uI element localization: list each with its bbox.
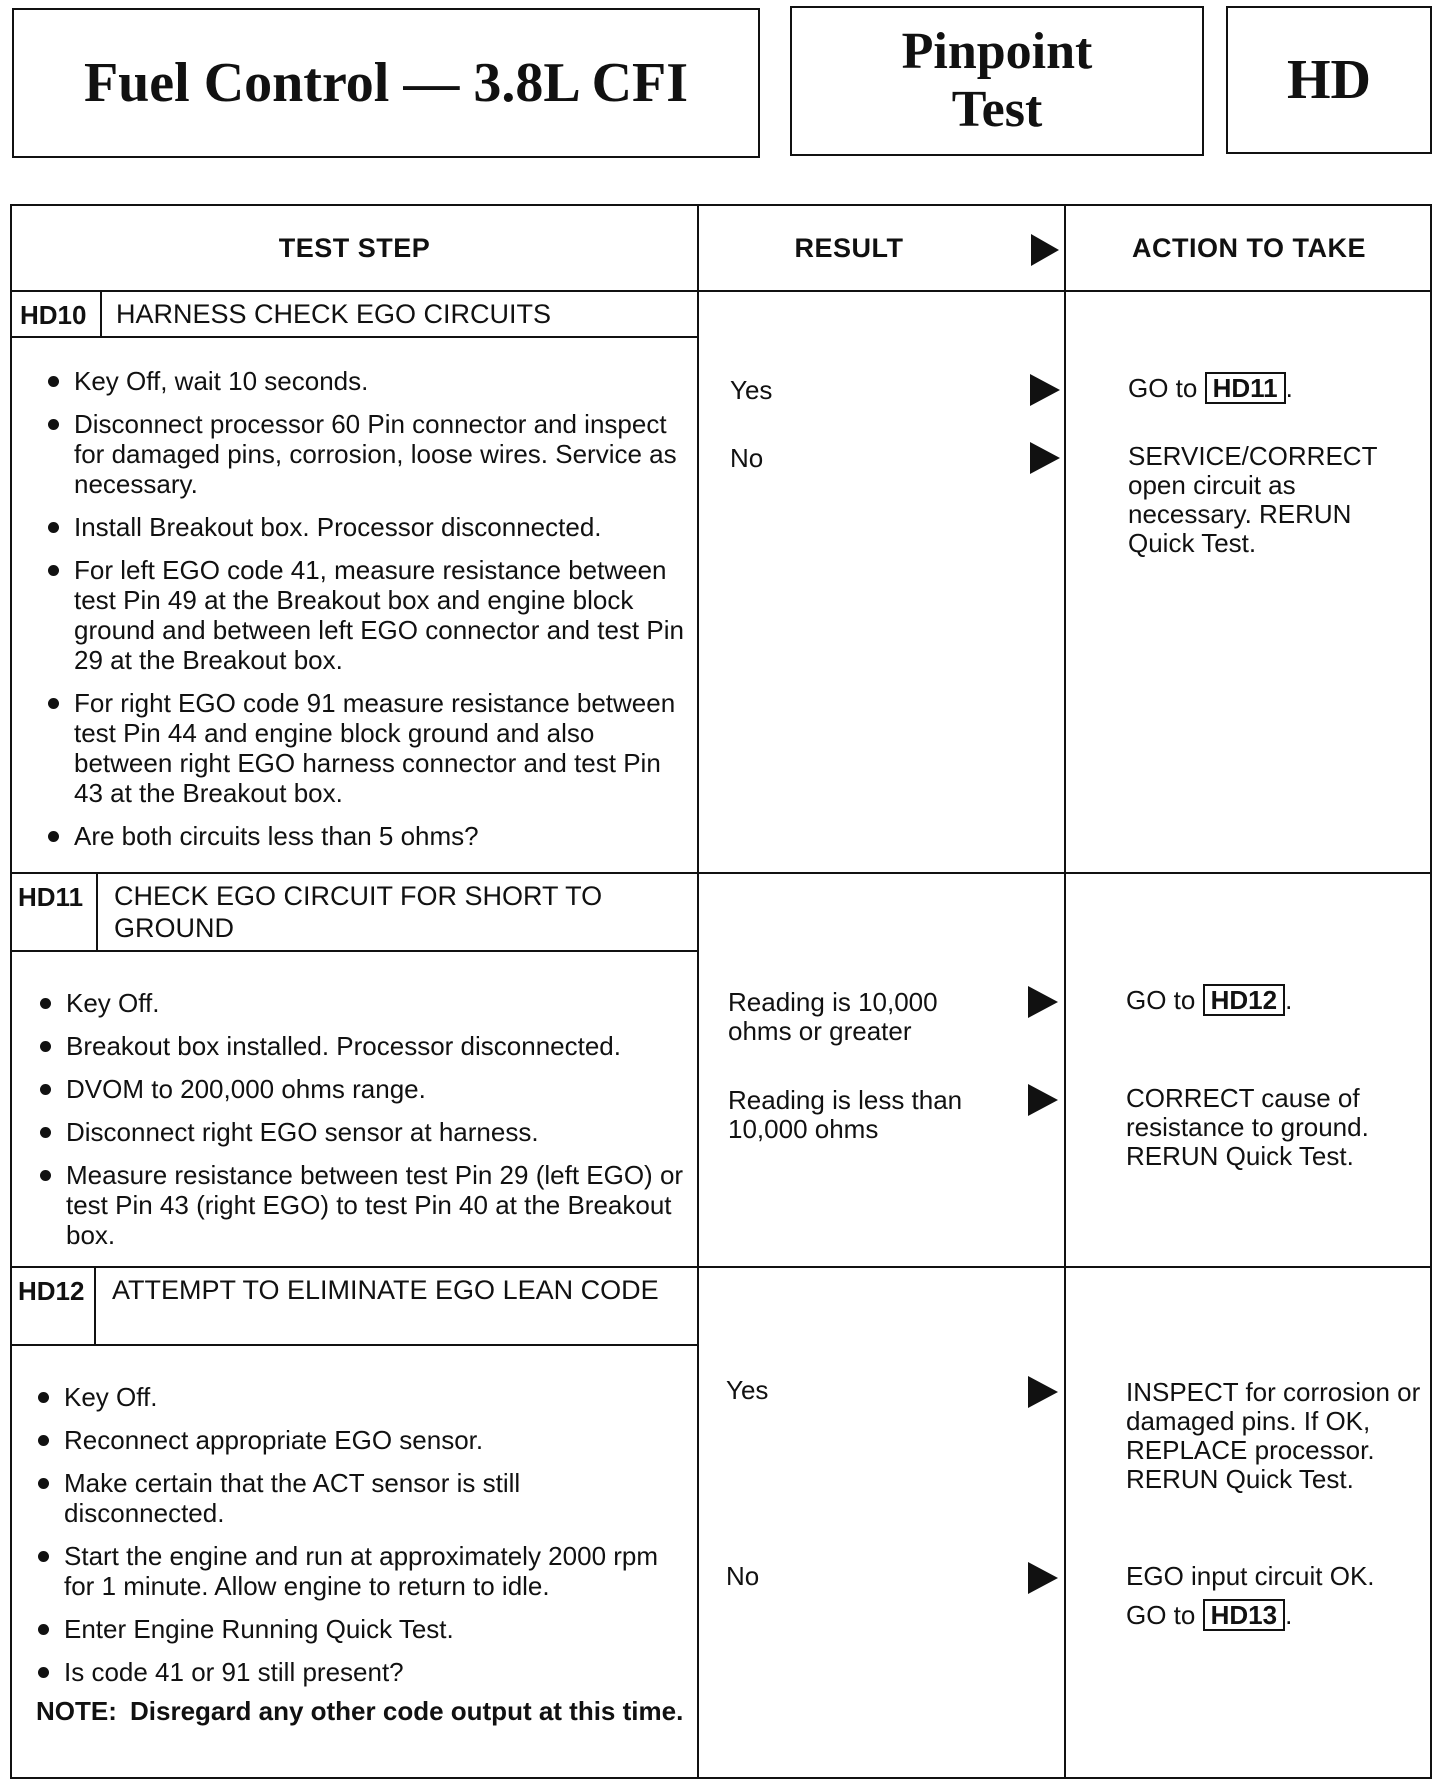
action-suffix: . <box>1285 985 1293 1015</box>
result-arrow-icon <box>1028 1562 1058 1594</box>
step-title: CHECK EGO CIRCUIT FOR SHORT TO GROUND <box>114 881 603 943</box>
step-id-divider <box>94 1266 96 1344</box>
list-item: For right EGO code 91 measure resistance between test Pin 44 and engine block ground and also between right EGO harness connector and test Pin 43 at the Breakout box. <box>46 688 686 808</box>
list-item: Is code 41 or 91 still present? <box>36 1657 686 1687</box>
list-item: Are both circuits less than 5 ohms? <box>46 821 686 851</box>
action-text: INSPECT for corrosion or damaged pins. If OK, REPLACE processor. RERUN Quick Test. <box>1126 1377 1421 1494</box>
step-title: ATTEMPT TO ELIMINATE EGO LEAN CODE <box>112 1275 659 1305</box>
list-item: Measure resistance between test Pin 29 (left EGO) or test Pin 43 (right EGO) to test Pin 40 at the Breakout box. <box>38 1160 688 1250</box>
list-item: Start the engine and run at approximately 2000 rpm for 1 minute. Allow engine to return to idle. <box>36 1541 686 1601</box>
list-item: Disconnect right EGO sensor at harness. <box>38 1117 688 1147</box>
pinpoint-test-label <box>790 6 1204 156</box>
step-instructions <box>38 988 688 1263</box>
page-title: Fuel Control — 3.8L CFI <box>12 8 760 158</box>
action-suffix: . <box>1285 1600 1293 1630</box>
step-id: HD12 <box>18 1276 85 1306</box>
step-instructions <box>46 366 686 864</box>
column-header-result: RESULT <box>794 232 904 263</box>
action-text <box>1126 1562 1422 1631</box>
step-id: HD10 <box>20 300 87 330</box>
action-text: SERVICE/CORRECT open circuit as necessary. RERUN Quick Test. <box>1128 441 1377 558</box>
step-id-divider <box>96 872 98 950</box>
action-prefix: GO to <box>1126 1600 1196 1630</box>
result-text: No <box>730 443 764 473</box>
result-text: Reading is 10,000 ohms or greater <box>728 987 938 1046</box>
step-instructions <box>36 1382 686 1700</box>
step-id: HD11 <box>18 882 84 912</box>
list-item: Enter Engine Running Quick Test. <box>36 1614 686 1644</box>
row-divider <box>12 872 1432 874</box>
step-note <box>36 1696 686 1726</box>
list-item: For left EGO code 41, measure resistance between test Pin 49 at the Breakout box and engine block ground and between left EGO connector and test Pin 29 at the Breakout box. <box>46 555 686 675</box>
result-text: No <box>726 1561 760 1591</box>
step-title: HARNESS CHECK EGO CIRCUITS <box>116 299 552 329</box>
list-item: Make certain that the ACT sensor is still disconnected. <box>36 1468 686 1528</box>
list-item: Key Off, wait 10 seconds. <box>46 366 686 396</box>
test-code-label: HD <box>1226 6 1432 154</box>
action-text <box>1128 372 1423 404</box>
column-divider <box>697 206 699 1777</box>
result-arrow-icon <box>1028 1084 1058 1116</box>
action-prefix: GO to <box>1126 985 1196 1015</box>
action-suffix: . <box>1285 373 1293 403</box>
list-item: Key Off. <box>38 988 688 1018</box>
list-item: Key Off. <box>36 1382 686 1412</box>
result-text: Yes <box>726 1375 769 1405</box>
action-text: CORRECT cause of resistance to ground. RERUN Quick Test. <box>1126 1083 1369 1171</box>
step-reference-hd11: HD11 <box>1205 372 1286 404</box>
result-arrow-icon <box>1031 234 1059 266</box>
list-item: Reconnect appropriate EGO sensor. <box>36 1425 686 1455</box>
action-prefix: GO to <box>1128 373 1198 403</box>
test-step-table <box>10 204 1432 1779</box>
list-item: Disconnect processor 60 Pin connector and inspect for damaged pins, corrosion, loose wires. Service as necessary. <box>46 409 686 499</box>
step-header-underline <box>12 336 698 338</box>
list-item: DVOM to 200,000 ohms range. <box>38 1074 688 1104</box>
row-divider <box>12 1266 1432 1268</box>
column-header-test-step: TEST STEP <box>278 232 431 263</box>
result-arrow-icon <box>1030 374 1060 406</box>
result-arrow-icon <box>1028 986 1058 1018</box>
note-text: Disregard any other code output at this time. <box>130 1696 684 1726</box>
action-line <box>1126 1599 1422 1631</box>
result-text: Yes <box>730 375 773 405</box>
action-text <box>1126 984 1421 1016</box>
result-arrow-icon <box>1030 442 1060 474</box>
step-reference-hd13: HD13 <box>1203 1599 1285 1631</box>
step-id-divider <box>100 290 102 336</box>
pinpoint-label-line2: Test <box>951 81 1043 138</box>
pinpoint-label-line1: Pinpoint <box>901 23 1093 80</box>
result-text: Reading is less than 10,000 ohms <box>728 1085 963 1144</box>
step-header-underline <box>12 950 698 952</box>
note-label: NOTE: <box>36 1696 117 1726</box>
result-arrow-icon <box>1028 1376 1058 1408</box>
column-header-action: ACTION TO TAKE <box>1132 232 1366 263</box>
list-item: Breakout box installed. Processor disconnected. <box>38 1031 688 1061</box>
column-divider <box>1064 206 1066 1777</box>
action-line: EGO input circuit OK. <box>1126 1561 1375 1591</box>
header-divider <box>12 290 1432 292</box>
list-item: Install Breakout box. Processor disconnected. <box>46 512 686 542</box>
step-header-underline <box>12 1344 698 1346</box>
step-reference-hd12: HD12 <box>1203 984 1285 1016</box>
